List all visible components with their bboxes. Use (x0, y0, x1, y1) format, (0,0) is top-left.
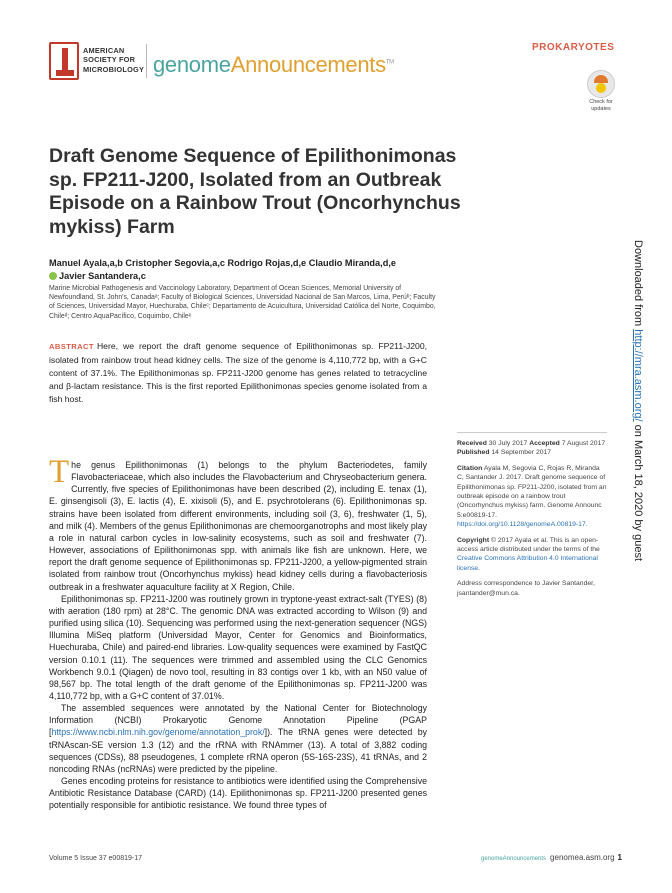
asm-emblem-icon (49, 42, 79, 80)
asm-logo-text: AMERICAN SOCIETY FOR MICROBIOLOGY (83, 46, 145, 74)
body-paragraph: Genes encoding proteins for resistance to antibiotics were identified using the Comprehensive Antibiotic Resistance Database (CARD) (14). Epilithonimonas sp. FP211-J200 presented genes potentially responsible for antibiotic resistance. We found three types of (49, 776, 427, 811)
citation: Citation Ayala M, Segovia C, Rojas R, Miranda C, Santander J. 2017. Draft genome sequence of Epilithonimonas sp. FP211-J200, isolated from an outbreak episode on a rainbow trout (Oncorhynchus mykiss) farm. Genome Announc 5:e00819-17. https://doi.org/10.1128/genomeA.00819-17. (457, 464, 607, 529)
check-for-updates-button[interactable] (585, 70, 617, 110)
sidebar-rule (457, 432, 607, 433)
doi-link[interactable]: https://doi.org/10.1128/genomeA.00819-17. (457, 521, 588, 529)
article-body (49, 454, 427, 812)
copyright: Copyright © 2017 Ayala et al. This is an open-access article distributed under the terms of the Creative Commons Attribution 4.0 International license. (457, 536, 600, 572)
body-paragraph: The assembled sequences were annotated by the National Center for Biotechnology Information (NCBI) Prokaryotic Genome Annotation Pipeline (PGAP [https://www.ncbi.nlm.nih.gov/genome/annotation_prok/]). The tRNA genes were detected by tRNAscan-SE version 1.3 (12) and the rRNA with RNAmmer (13). A total of 3,882 coding sequences (CDSs), 88 pseudogenes, 1 complete rRNA operon (5S-16S-23S), 41 tRNAs, and 2 noncoding RNAs (ncRNAs) were predicted by the pipeline. (49, 703, 427, 774)
download-link[interactable]: http://mra.asm.org/ (632, 329, 644, 422)
page-number: 1 (617, 853, 622, 862)
license-link[interactable]: Creative Commons Attribution 4.0 International license. (457, 555, 598, 572)
check-updates-label: Check for updates (589, 99, 613, 112)
download-note: Downloaded from http://mra.asm.org/ on March 18, 2020 by guest (632, 240, 644, 562)
article-title: Draft Genome Sequence of Epilithonimonas sp. FP211-J200, Isolated from an Outbreak Episode on a Rainbow Trout (Oncorhynchus mykiss) Farm (49, 145, 461, 238)
section-label: PROKARYOTES (532, 42, 615, 53)
drop-cap: T (49, 454, 70, 490)
abstract-label: ABSTRACT (49, 342, 94, 351)
journal-logo: genomeAnnouncements™ (153, 52, 394, 77)
orcid-icon[interactable] (49, 272, 57, 280)
footer-journal-logo: genomeAnnouncements (481, 856, 547, 862)
correspondence: Address correspondence to Javier Santander, jsantander@mun.ca. (457, 580, 595, 597)
footer-right (481, 853, 622, 862)
logo-divider (146, 44, 147, 78)
footer-volume: Volume 5 Issue 37 e00819-17 (49, 855, 143, 862)
asm-logo (49, 42, 145, 90)
abstract (49, 340, 427, 406)
check-updates-icon (587, 70, 615, 98)
affiliations: Marine Microbial Pathogenesis and Vaccinology Laboratory, Department of Ocean Sciences, Memorial University of Newfoundland, St. John's, Canadaᵃ; Faculty of Biological Sciences, Universidad Nacional de San Marcos, Lima, Perúᵇ; Faculty of Sciences, Universidad Mayor, Huechuraba, Chileᶜ; Departamento de Acuicultura, Universidad Católica del Norte, Coquimbo, Chileᵈ; Centro AquaPacífico, Coquimbo, Chileᵉ (49, 285, 436, 320)
body-paragraph: Epilithonimonas sp. FP211-J200 was routinely grown in tryptone-yeast extract-salt (TYES) (8) with aeration (180 rpm) at 28°C. The genomic DNA was extracted according to Wilson (9) and purified using silica (10). Sequencing was performed using the next-generation sequencer (NGS) Illumina MiSeq platform (Universidad Mayor, Center for Genomics and Bioinformatics, Huechuraba, Chile) and paired-end libraries. Low-quality sequences were examined by FastQC version 0.10.1 (11). The sequences were trimmed and assembled using the CLC Genomics Workbench 9.0.1 (Qiagen) de novo tool, resulting in 83 contigs over 1 kb, with an N50 value of 98,567 bp. The total length of the draft genome of the Epilithonimonas sp. FP211-J200 was 4,110,772 bp, with a G+C content of 37.01%. (49, 593, 427, 701)
article-info-sidebar (457, 439, 607, 604)
pgap-link[interactable]: https://www.ncbi.nlm.nih.gov/genome/annotation_prok/ (51, 727, 265, 738)
footer-site: genomea.asm.org (550, 853, 615, 862)
abstract-text: Here, we report the draft genome sequence of Epilithonimonas sp. FP211-J200, isolated from rainbow trout head kidney cells. The size of the genome is 4,110,772 bp, with a G+C content of 37.1%. The Epilithonimonas sp. FP211-J200 genome has genes related to tetracycline and β-lactam resistance. This is the first reported Epilithonimonas species genome isolated from a fish host. (49, 341, 427, 404)
author-list: Manuel Ayala,a,b Cristopher Segovia,a,c Rodrigo Rojas,d,e Claudio Miranda,d,e Javier Santandera,c (49, 258, 396, 281)
body-paragraph: The genus Epilithonimonas (1) belongs to the phylum Bacteriodetes, family Flavobacteriaceae, which also includes the Flavobacterium and Chryseobacterium genera. Currently, five species of Epilithonimonas have been described (2), including E. tenax (1), E. ginsengisoli (3), E. lactis (4), E. xixisoli (5), and E. psychrotolerans (6). Epilithonimonas sp. strains have been isolated from different environments, including soil (3, 6), freshwater (1, 5), and milk (4). Members of the genus Epilithonimonas are chemoorganotrophs and most likely play a role in natural carbon cycles in low-salinity ecosystems, such as soil and freshwater (7). However, associations of Epilithonimonas spp. with animals like fish are unknown. Here, we report the draft genome sequence of Epilithonimonas sp. FP211-J200, a yellow-pigmented strain isolated from rainbow trout (Oncorhynchus mykiss) head kidney cells during a flavobacteriosis outbreak in a freshwater aquaculture facility at X Region, Chile. (49, 454, 427, 592)
dates: Received 30 July 2017 Accepted 7 August 2017 Published 14 September 2017 (457, 440, 606, 457)
